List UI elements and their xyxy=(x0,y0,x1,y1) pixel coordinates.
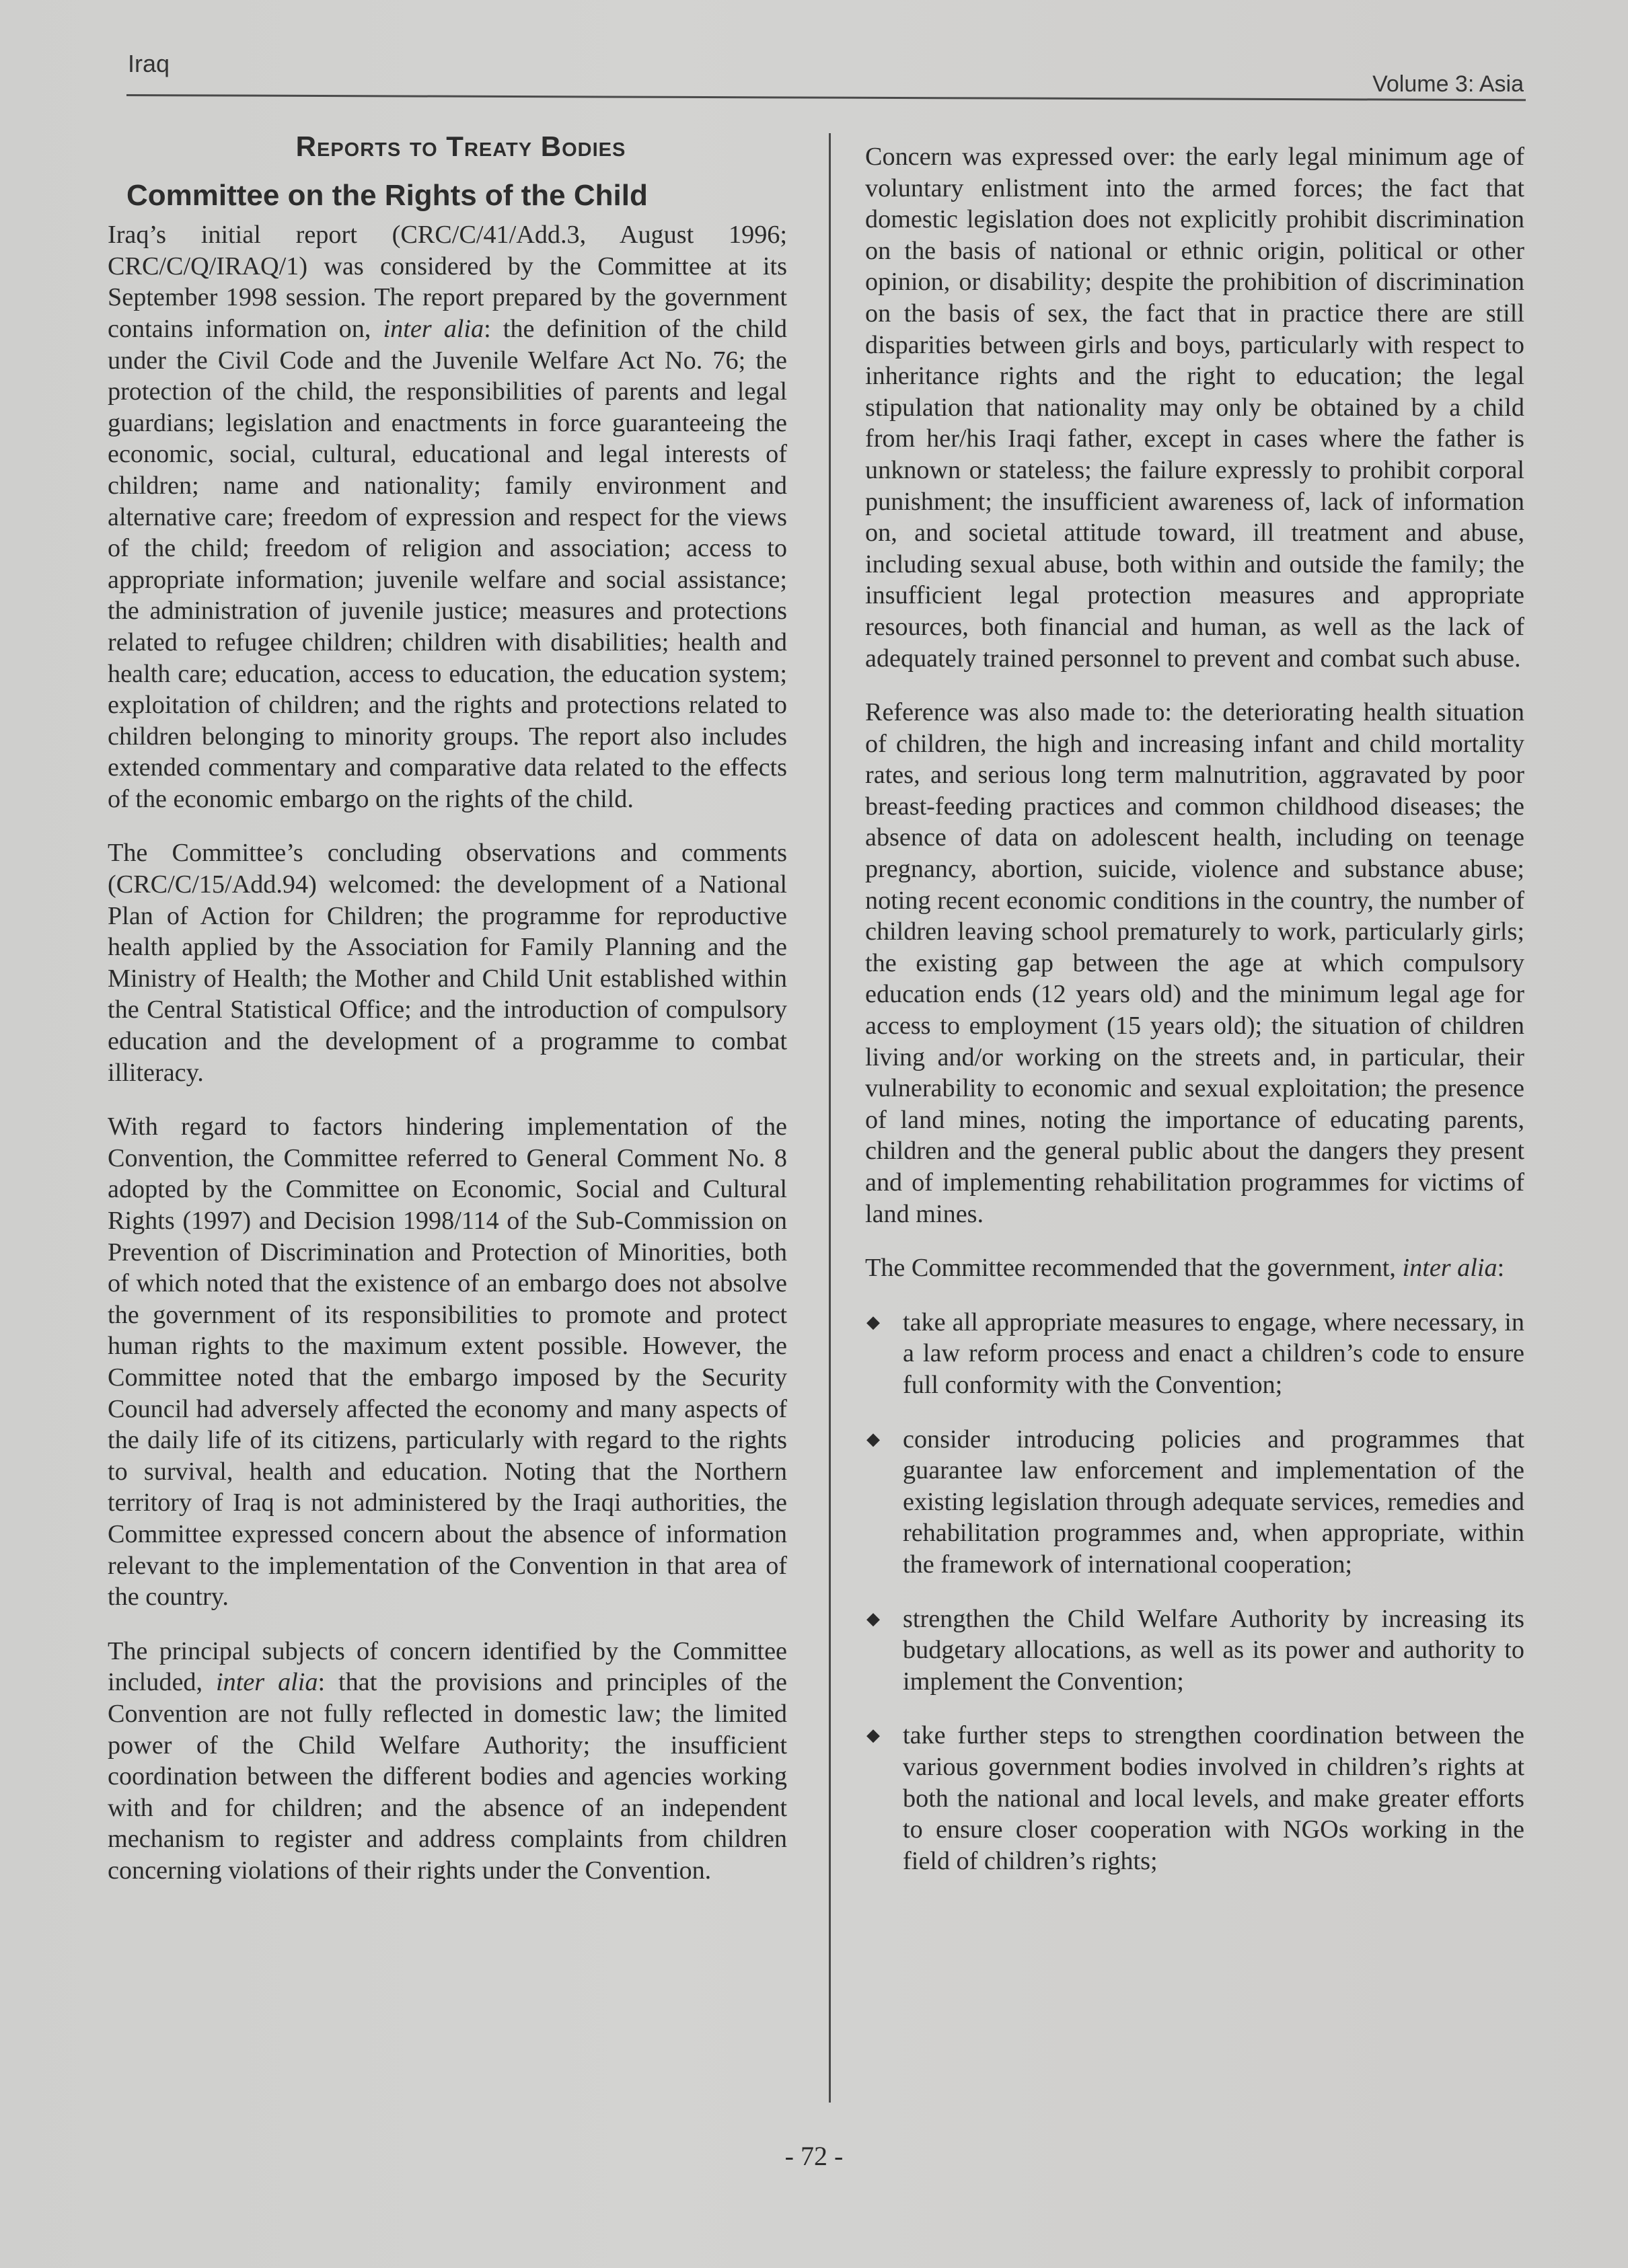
list-item xyxy=(865,1424,1524,1581)
paragraph-reference-made: Reference was also made to: the deteriorating health situation of children, the high and increasing infant and child mortality rates, and serious long term malnutrition, aggravated by poor breast-feeding practices and common childhood diseases; the absence of data on adolescent health, including on teenage pregnancy, abortion, suicide, violence and substance abuse; noting recent economic conditions in the country, the number of children leaving school prematurely to work, particularly girls; the existing gap between the age at which compulsory education ends (12 years old) and the minimum legal age for access to employment (15 years old); the situation of children living and/or working on the streets and, in particular, their vulnerability to economic and sexual exploitation; the presence of land mines, noting the importance of educating parents, children and the general public about the dangers they present and of implementing rehabilitation programmes for victims of land mines. xyxy=(865,698,1524,1228)
page-number: - 72 - xyxy=(784,2141,844,2171)
list-item-text: consider introducing policies and programmes that guarantee law enforcement and implementation of the existing legislation through adequate services, remedies and rehabilitation programmes and, when appropriate, within the framework of international cooperation; xyxy=(903,1425,1524,1579)
list-item xyxy=(865,1720,1524,1877)
italic-phrase: inter alia xyxy=(1402,1254,1497,1283)
left-column xyxy=(108,131,787,1909)
diamond-bullet-icon: ◆ xyxy=(866,1429,880,1449)
paragraph-principal-concerns xyxy=(108,1636,787,1887)
right-column xyxy=(865,141,1524,1899)
paragraph-hindering-factors: With regard to factors hindering implementation of the Convention, the Committee referred to General Comment No. 8 adopted by the Committee on Economic, Social and Cultural Rights (1997) and Decision 1998/114 of the Sub-Commission on Prevention of Discrimination and Protection of Minorities, both of which noted that the existence of an embargo does not absolve the government of its responsibilities to promote and protect human rights to the maximum extent possible. However, the Committee noted that the embargo imposed by the Security Council had adversely affected the economy and many aspects of the daily life of its citizens, particularly with regard to the rights to survival, health and education. Noting that the Northern territory of Iraq is not administered by the Iraqi authorities, the Committee expressed concern about the absence of information relevant to the implementation of the Convention in that area of the country. xyxy=(108,1112,787,1612)
paragraph-concern-expressed: Concern was expressed over: the early legal minimum age of voluntary enlistment into the armed forces; the fact that domestic legislation does not explicitly prohibit discrimination on the basis of national or ethnic origin, political or other opinion, or disability; despite the prohibition of discrimination on the basis of sex, the fact that in practice there are still disparities between girls and boys, particularly with respect to inheritance rights and the right to education; the legal stipulation that nationality may only be obtained by a child from her/his Iraqi father, except in cases where the father is unknown or stateless; the failure expressly to prohibit corporal punishment; the insufficient awareness of, lack of information on, and societal attitude toward, ill treatment and abuse, including sexual abuse, both within and outside the family; the insufficient legal protection measures and appropriate resources, both financial and human, as well as the lack of adequately trained personnel to prevent and combat such abuse. xyxy=(865,143,1524,673)
paragraph-concluding-observations: The Committee’s concluding observations and comments (CRC/C/15/Add.94) welcomed: the development of a National Plan of Action for Children; the programme for reproductive health applied by the Association for Family Planning and the Ministry of Health; the Mother and Child Unit established within the Central Statistical Office; and the introduction of compulsory education and the development of a programme to combat illiteracy. xyxy=(108,839,787,1087)
column-divider xyxy=(829,133,831,2103)
subsection-title: Committee on the Rights of the Child xyxy=(126,178,648,212)
header-divider xyxy=(126,94,1526,101)
list-item-text: take further steps to strengthen coordination between the various government bodies involved in children’s rights at both the national and local levels, and make greater efforts to ensure closer cooperation with NGOs working in the field of children’s rights; xyxy=(903,1721,1524,1875)
paragraph-text: The Committee recommended that the government, xyxy=(865,1254,1403,1283)
running-header-volume: Volume 3: Asia xyxy=(1372,71,1524,97)
italic-phrase: inter alia xyxy=(216,1668,318,1697)
paragraph-text: : xyxy=(1497,1254,1505,1283)
paragraph-text: Iraq’s initial report (CRC/C/41/Add.3, August 1996; CRC/C/Q/IRAQ/1) was considered by the Committee at its September 1998 session. The report prepared by the government contains information on, xyxy=(108,221,787,343)
list-item-text: strengthen the Child Welfare Authority by increasing its budgetary allocations, as well as its power and authority to implement the Convention; xyxy=(903,1604,1524,1696)
recommendations-list xyxy=(865,1307,1524,1877)
list-item xyxy=(865,1307,1524,1401)
list-item xyxy=(865,1603,1524,1698)
section-title: Reports to Treaty Bodies xyxy=(295,130,626,162)
diamond-bullet-icon: ◆ xyxy=(866,1312,880,1332)
paragraph-initial-report xyxy=(108,219,787,815)
running-header-country: Iraq xyxy=(128,50,170,77)
paragraph-text: : the definition of the child under the Civil Code and the Juvenile Welfare Act No. 76; the protection of the child, the responsibilities of parents and legal guardians; legislation and enactments in force guaranteeing the economic, social, cultural, educational and legal interests of children; name and nationality; family environment and alternative care; freedom of expression and respect for the views of the child; freedom of religion and association; access to appropriate information; juvenile welfare and social assistance; the administration of juvenile justice; measures and protections related to refugee children; children with disabilities; health and health care; education, access to education, the education system; exploitation of children; and the rights and protections related to children belonging to minority groups. The report also includes extended commentary and comparative data related to the effects of the economic embargo on the rights of the child. xyxy=(108,314,788,813)
diamond-bullet-icon: ◆ xyxy=(866,1608,880,1628)
paragraph-recommendations-intro xyxy=(865,1252,1524,1284)
italic-phrase: inter alia xyxy=(383,314,484,343)
diamond-bullet-icon: ◆ xyxy=(866,1725,880,1745)
list-item-text: take all appropriate measures to engage, where necessary, in a law reform process and enact a children’s code to ensure full conformity with the Convention; xyxy=(903,1308,1524,1399)
paragraph-text: The principal subjects of concern identified by the Committee included, xyxy=(108,1636,787,1697)
paragraph-text: : that the provisions and principles of the Convention are not fully reflected in domestic law; the limited power of the Child Welfare Authority; the insufficient coordination between the different bodies and agencies working with and for children; and the absence of an independent mechanism to register and address complaints from children concerning violations of their rights under the Convention. xyxy=(108,1668,787,1885)
